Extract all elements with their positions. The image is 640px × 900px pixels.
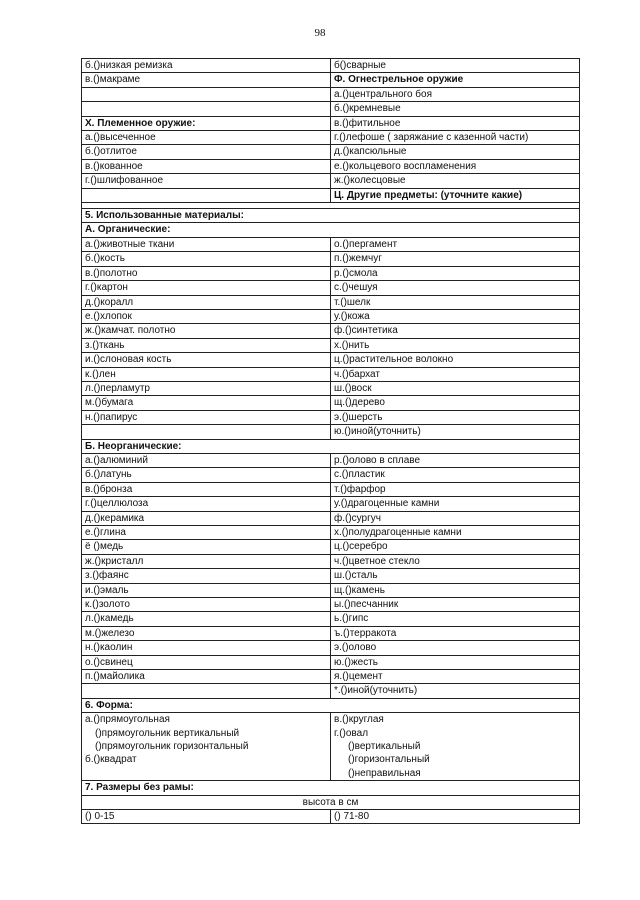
left-cell[interactable]: б.()латунь xyxy=(82,468,331,482)
shape-option[interactable]: ()прямоугольник горизонтальный xyxy=(95,741,249,753)
right-cell[interactable]: р.()олово в сплаве xyxy=(331,453,580,467)
shape-section xyxy=(82,698,580,780)
form-row xyxy=(82,425,580,439)
right-cell[interactable]: б.()кремневые xyxy=(331,102,580,116)
left-cell[interactable]: и.()слоновая кость xyxy=(82,353,331,367)
right-cell[interactable]: ф.()сургуч xyxy=(331,511,580,525)
form-row xyxy=(82,641,580,655)
right-cell[interactable]: е.()кольцевого воспламенения xyxy=(331,159,580,173)
left-cell[interactable]: м.()железо xyxy=(82,626,331,640)
left-cell[interactable]: а.()животные ткани xyxy=(82,237,331,251)
size-section xyxy=(82,781,580,824)
right-cell[interactable]: г.()лефоше ( заряжание с казенной части) xyxy=(331,131,580,145)
left-cell[interactable]: в.()полотно xyxy=(82,266,331,280)
right-cell[interactable]: б()сварные xyxy=(331,59,580,73)
inorganic-materials-list xyxy=(82,453,580,698)
right-cell: Ц. Другие предметы: (уточните какие) xyxy=(331,188,580,202)
right-cell[interactable]: х.()полудрагоценные камни xyxy=(331,526,580,540)
left-cell[interactable]: н.()папирус xyxy=(82,410,331,424)
right-cell[interactable]: я.()цемент xyxy=(331,670,580,684)
right-cell[interactable]: х.()нить xyxy=(331,338,580,352)
form-row xyxy=(82,684,580,698)
shape-option[interactable]: ()прямоугольник вертикальный xyxy=(95,727,240,739)
right-cell[interactable]: в.()фитильное xyxy=(331,116,580,130)
form-row xyxy=(82,410,580,424)
left-cell[interactable]: в.()бронза xyxy=(82,482,331,496)
left-cell[interactable]: ж.()камчат. полотно xyxy=(82,324,331,338)
organic-heading: А. Органические: xyxy=(82,223,580,237)
right-cell[interactable]: щ.()камень xyxy=(331,583,580,597)
form-row xyxy=(82,626,580,640)
form-row xyxy=(82,338,580,352)
right-cell[interactable]: ь.()гипс xyxy=(331,612,580,626)
left-cell[interactable]: г.()картон xyxy=(82,281,331,295)
shape-left-options xyxy=(82,713,331,781)
right-cell[interactable]: о.()пергамент xyxy=(331,237,580,251)
form-row xyxy=(82,511,580,525)
right-cell[interactable]: т.()фарфор xyxy=(331,482,580,496)
size-subheading: высота в см xyxy=(82,795,580,809)
form-row xyxy=(82,159,580,173)
left-cell[interactable]: з.()ткань xyxy=(82,338,331,352)
right-cell[interactable]: ц.()растительное волокно xyxy=(331,353,580,367)
left-cell xyxy=(82,102,331,116)
form-row xyxy=(82,131,580,145)
shape-option[interactable]: ()неправильная xyxy=(348,767,421,779)
left-cell[interactable]: е.()глина xyxy=(82,526,331,540)
left-cell[interactable]: ё ()медь xyxy=(82,540,331,554)
form-row xyxy=(82,381,580,395)
form-row xyxy=(82,468,580,482)
form-row xyxy=(82,266,580,280)
right-cell[interactable]: с.()чешуя xyxy=(331,281,580,295)
form-row xyxy=(82,612,580,626)
organic-materials-list xyxy=(82,237,580,439)
left-cell[interactable]: ж.()кристалл xyxy=(82,554,331,568)
form-row xyxy=(82,526,580,540)
inorganic-heading: Б. Неорганические: xyxy=(82,439,580,453)
right-cell[interactable]: у.()драгоценные камни xyxy=(331,497,580,511)
shape-option[interactable]: а.()прямоугольная xyxy=(85,714,170,726)
left-cell[interactable]: а.()высеченное xyxy=(82,131,331,145)
right-cell[interactable]: у.()кожа xyxy=(331,309,580,323)
form-row xyxy=(82,670,580,684)
left-cell[interactable]: п.()майолика xyxy=(82,670,331,684)
form-row xyxy=(82,59,580,73)
size-heading: 7. Размеры без рамы: xyxy=(82,781,580,795)
left-cell[interactable]: б.()кость xyxy=(82,252,331,266)
right-cell[interactable]: ю.()иной(уточнить) xyxy=(331,425,580,439)
inventory-form-table xyxy=(81,58,580,824)
left-cell[interactable]: к.()золото xyxy=(82,598,331,612)
left-cell[interactable]: з.()фаянс xyxy=(82,569,331,583)
materials-heading: 5. Использованные материалы: xyxy=(82,209,580,223)
shape-option[interactable]: ()горизонтальный xyxy=(348,754,430,766)
right-cell[interactable]: ш.()воск xyxy=(331,381,580,395)
left-cell xyxy=(82,425,331,439)
form-row xyxy=(82,237,580,251)
form-row xyxy=(82,367,580,381)
form-row xyxy=(82,174,580,188)
form-row xyxy=(82,102,580,116)
right-cell[interactable]: *.()иной(уточнить) xyxy=(331,684,580,698)
right-cell: Ф. Огнестрельное оружие xyxy=(331,73,580,87)
form-row xyxy=(82,252,580,266)
left-cell xyxy=(82,684,331,698)
right-cell[interactable]: ы.()песчанник xyxy=(331,598,580,612)
right-cell[interactable]: ж.()колесцовые xyxy=(331,174,580,188)
shape-option[interactable]: в.()круглая xyxy=(334,714,384,726)
right-cell[interactable]: с.()пластик xyxy=(331,468,580,482)
right-cell[interactable]: а.()центрального боя xyxy=(331,87,580,101)
left-cell[interactable]: о.()свинец xyxy=(82,655,331,669)
form-row xyxy=(82,554,580,568)
left-cell[interactable]: б.()отлитое xyxy=(82,145,331,159)
page-number: 98 xyxy=(314,27,326,39)
form-row xyxy=(82,324,580,338)
right-cell[interactable]: ф.()синтетика xyxy=(331,324,580,338)
right-cell[interactable]: д.()капсюльные xyxy=(331,145,580,159)
left-cell[interactable]: г.()шлифованное xyxy=(82,174,331,188)
form-row xyxy=(82,598,580,612)
left-cell[interactable]: б.()низкая ремизка xyxy=(82,59,331,73)
form-row xyxy=(82,145,580,159)
materials-section xyxy=(82,203,580,238)
left-cell[interactable]: н.()каолин xyxy=(82,641,331,655)
right-cell[interactable]: р.()смола xyxy=(331,266,580,280)
left-cell xyxy=(82,87,331,101)
shape-right-options xyxy=(331,713,580,781)
right-cell[interactable]: т.()шелк xyxy=(331,295,580,309)
left-cell[interactable]: л.()перламутр xyxy=(82,381,331,395)
right-cell[interactable]: ц.()серебро xyxy=(331,540,580,554)
form-row xyxy=(82,655,580,669)
form-row xyxy=(82,116,580,130)
form-row xyxy=(82,482,580,496)
left-cell[interactable]: к.()лен xyxy=(82,367,331,381)
weapons-section xyxy=(82,59,580,203)
shape-option[interactable]: ()вертикальный xyxy=(348,741,421,753)
form-row xyxy=(82,281,580,295)
left-cell: Х. Племенное оружие: xyxy=(82,116,331,130)
left-cell[interactable]: м.()бумага xyxy=(82,396,331,410)
form-row xyxy=(82,295,580,309)
right-cell[interactable]: ч.()бархат xyxy=(331,367,580,381)
form-row xyxy=(82,353,580,367)
right-cell[interactable]: э.()шерсть xyxy=(331,410,580,424)
left-cell[interactable]: д.()коралл xyxy=(82,295,331,309)
form-row xyxy=(82,540,580,554)
right-cell[interactable]: ч.()цветное стекло xyxy=(331,554,580,568)
left-cell[interactable]: и.()эмаль xyxy=(82,583,331,597)
left-cell[interactable]: г.()целлюлоза xyxy=(82,497,331,511)
left-cell[interactable]: а.()алюминий xyxy=(82,453,331,467)
shape-heading: 6. Форма: xyxy=(82,698,580,712)
right-cell[interactable]: п.()жемчуг xyxy=(331,252,580,266)
right-cell[interactable]: ю.()жесть xyxy=(331,655,580,669)
form-row xyxy=(82,309,580,323)
right-cell[interactable]: ш.()сталь xyxy=(331,569,580,583)
left-cell[interactable]: в.()макраме xyxy=(82,73,331,87)
shape-option[interactable]: г.()овал xyxy=(334,727,369,739)
form-row xyxy=(82,73,580,87)
left-cell[interactable]: в.()кованное xyxy=(82,159,331,173)
form-row xyxy=(82,453,580,467)
shape-option[interactable]: б.()квадрат xyxy=(85,754,137,766)
right-cell[interactable]: щ.()дерево xyxy=(331,396,580,410)
left-cell xyxy=(82,188,331,202)
form-row xyxy=(82,569,580,583)
right-cell[interactable]: э.()олово xyxy=(331,641,580,655)
form-row xyxy=(82,497,580,511)
form-row xyxy=(82,583,580,597)
form-row xyxy=(82,87,580,101)
size-option-left[interactable]: () 0-15 xyxy=(82,810,331,824)
form-row xyxy=(82,188,580,202)
size-option-right[interactable]: () 71-80 xyxy=(331,810,580,824)
form-row xyxy=(82,396,580,410)
inorganic-header xyxy=(82,439,580,453)
left-cell[interactable]: д.()керамика xyxy=(82,511,331,525)
left-cell[interactable]: е.()хлопок xyxy=(82,309,331,323)
left-cell[interactable]: л.()камедь xyxy=(82,612,331,626)
right-cell[interactable]: ъ.()терракота xyxy=(331,626,580,640)
